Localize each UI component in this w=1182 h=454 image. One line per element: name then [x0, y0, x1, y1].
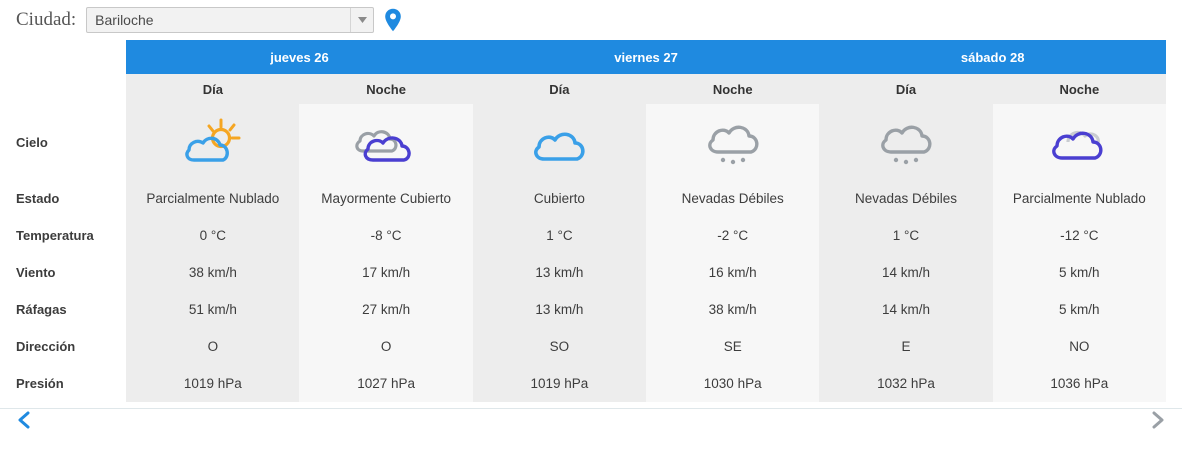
period-header-2: Noche [299, 74, 472, 104]
chevron-right-icon[interactable] [1150, 411, 1166, 434]
row-label-temperatura: Temperatura [16, 217, 126, 254]
chevron-left-icon[interactable] [16, 411, 32, 434]
row-label-rafagas: Ráfagas [16, 291, 126, 328]
forecast-table-area [0, 40, 1182, 402]
city-select[interactable] [86, 7, 374, 33]
city-label: Ciudad: [16, 9, 77, 30]
table-period-header-row [16, 74, 1166, 104]
estado-cell: Mayormente Cubierto [299, 180, 472, 217]
temperatura-cell: 1 °C [819, 217, 992, 254]
rafagas-cell: 13 km/h [473, 291, 646, 328]
rafagas-cell: 38 km/h [646, 291, 819, 328]
presion-cell: 1027 hPa [299, 365, 472, 402]
day-header-2: viernes 27 [473, 40, 820, 74]
presion-cell: 1019 hPa [126, 365, 299, 402]
city-select-value: Bariloche [95, 12, 154, 28]
row-cielo [16, 104, 1166, 180]
viento-cell: 14 km/h [819, 254, 992, 291]
estado-cell: Parcialmente Nublado [126, 180, 299, 217]
direccion-cell: SE [646, 328, 819, 365]
row-label-estado: Estado [16, 180, 126, 217]
period-header-1: Día [126, 74, 299, 104]
day-header-3: sábado 28 [819, 40, 1166, 74]
period-header-4: Noche [646, 74, 819, 104]
direccion-cell: O [299, 328, 472, 365]
viento-cell: 5 km/h [993, 254, 1166, 291]
table-corner-cell [16, 40, 126, 74]
cloudy-icon [473, 104, 646, 180]
city-selector-bar [0, 0, 1182, 40]
chevron-down-icon[interactable] [350, 8, 373, 32]
partly-cloudy-icon [993, 104, 1166, 180]
period-header-5: Día [819, 74, 992, 104]
location-pin-icon[interactable] [384, 8, 402, 32]
light-snow-icon [646, 104, 819, 180]
period-header-3: Día [473, 74, 646, 104]
row-label-cielo: Cielo [16, 104, 126, 180]
forecast-pager [0, 408, 1182, 436]
period-header-6: Noche [993, 74, 1166, 104]
row-label-direccion: Dirección [16, 328, 126, 365]
day-header-1: jueves 26 [126, 40, 473, 74]
row-presion [16, 365, 1166, 402]
light-snow-icon [819, 104, 992, 180]
temperatura-cell: -2 °C [646, 217, 819, 254]
viento-cell: 16 km/h [646, 254, 819, 291]
rafagas-cell: 14 km/h [819, 291, 992, 328]
presion-cell: 1036 hPa [993, 365, 1166, 402]
estado-cell: Cubierto [473, 180, 646, 217]
row-estado [16, 180, 1166, 217]
presion-cell: 1019 hPa [473, 365, 646, 402]
row-temperatura [16, 217, 1166, 254]
temperatura-cell: -12 °C [993, 217, 1166, 254]
estado-cell: Parcialmente Nublado [993, 180, 1166, 217]
rafagas-cell: 27 km/h [299, 291, 472, 328]
viento-cell: 38 km/h [126, 254, 299, 291]
estado-cell: Nevadas Débiles [819, 180, 992, 217]
mostly-cloudy-icon [299, 104, 472, 180]
row-label-presion: Presión [16, 365, 126, 402]
viento-cell: 13 km/h [473, 254, 646, 291]
viento-cell: 17 km/h [299, 254, 472, 291]
rafagas-cell: 5 km/h [993, 291, 1166, 328]
presion-cell: 1032 hPa [819, 365, 992, 402]
rafagas-cell: 51 km/h [126, 291, 299, 328]
row-rafagas [16, 291, 1166, 328]
row-label-viento: Viento [16, 254, 126, 291]
table-day-header-row [16, 40, 1166, 74]
row-direccion [16, 328, 1166, 365]
temperatura-cell: -8 °C [299, 217, 472, 254]
presion-cell: 1030 hPa [646, 365, 819, 402]
direccion-cell: E [819, 328, 992, 365]
direccion-cell: NO [993, 328, 1166, 365]
direccion-cell: O [126, 328, 299, 365]
temperatura-cell: 1 °C [473, 217, 646, 254]
forecast-table [16, 40, 1166, 402]
temperatura-cell: 0 °C [126, 217, 299, 254]
period-header-spacer [16, 74, 126, 104]
sun-behind-cloud-icon [126, 104, 299, 180]
estado-cell: Nevadas Débiles [646, 180, 819, 217]
row-viento [16, 254, 1166, 291]
direccion-cell: SO [473, 328, 646, 365]
